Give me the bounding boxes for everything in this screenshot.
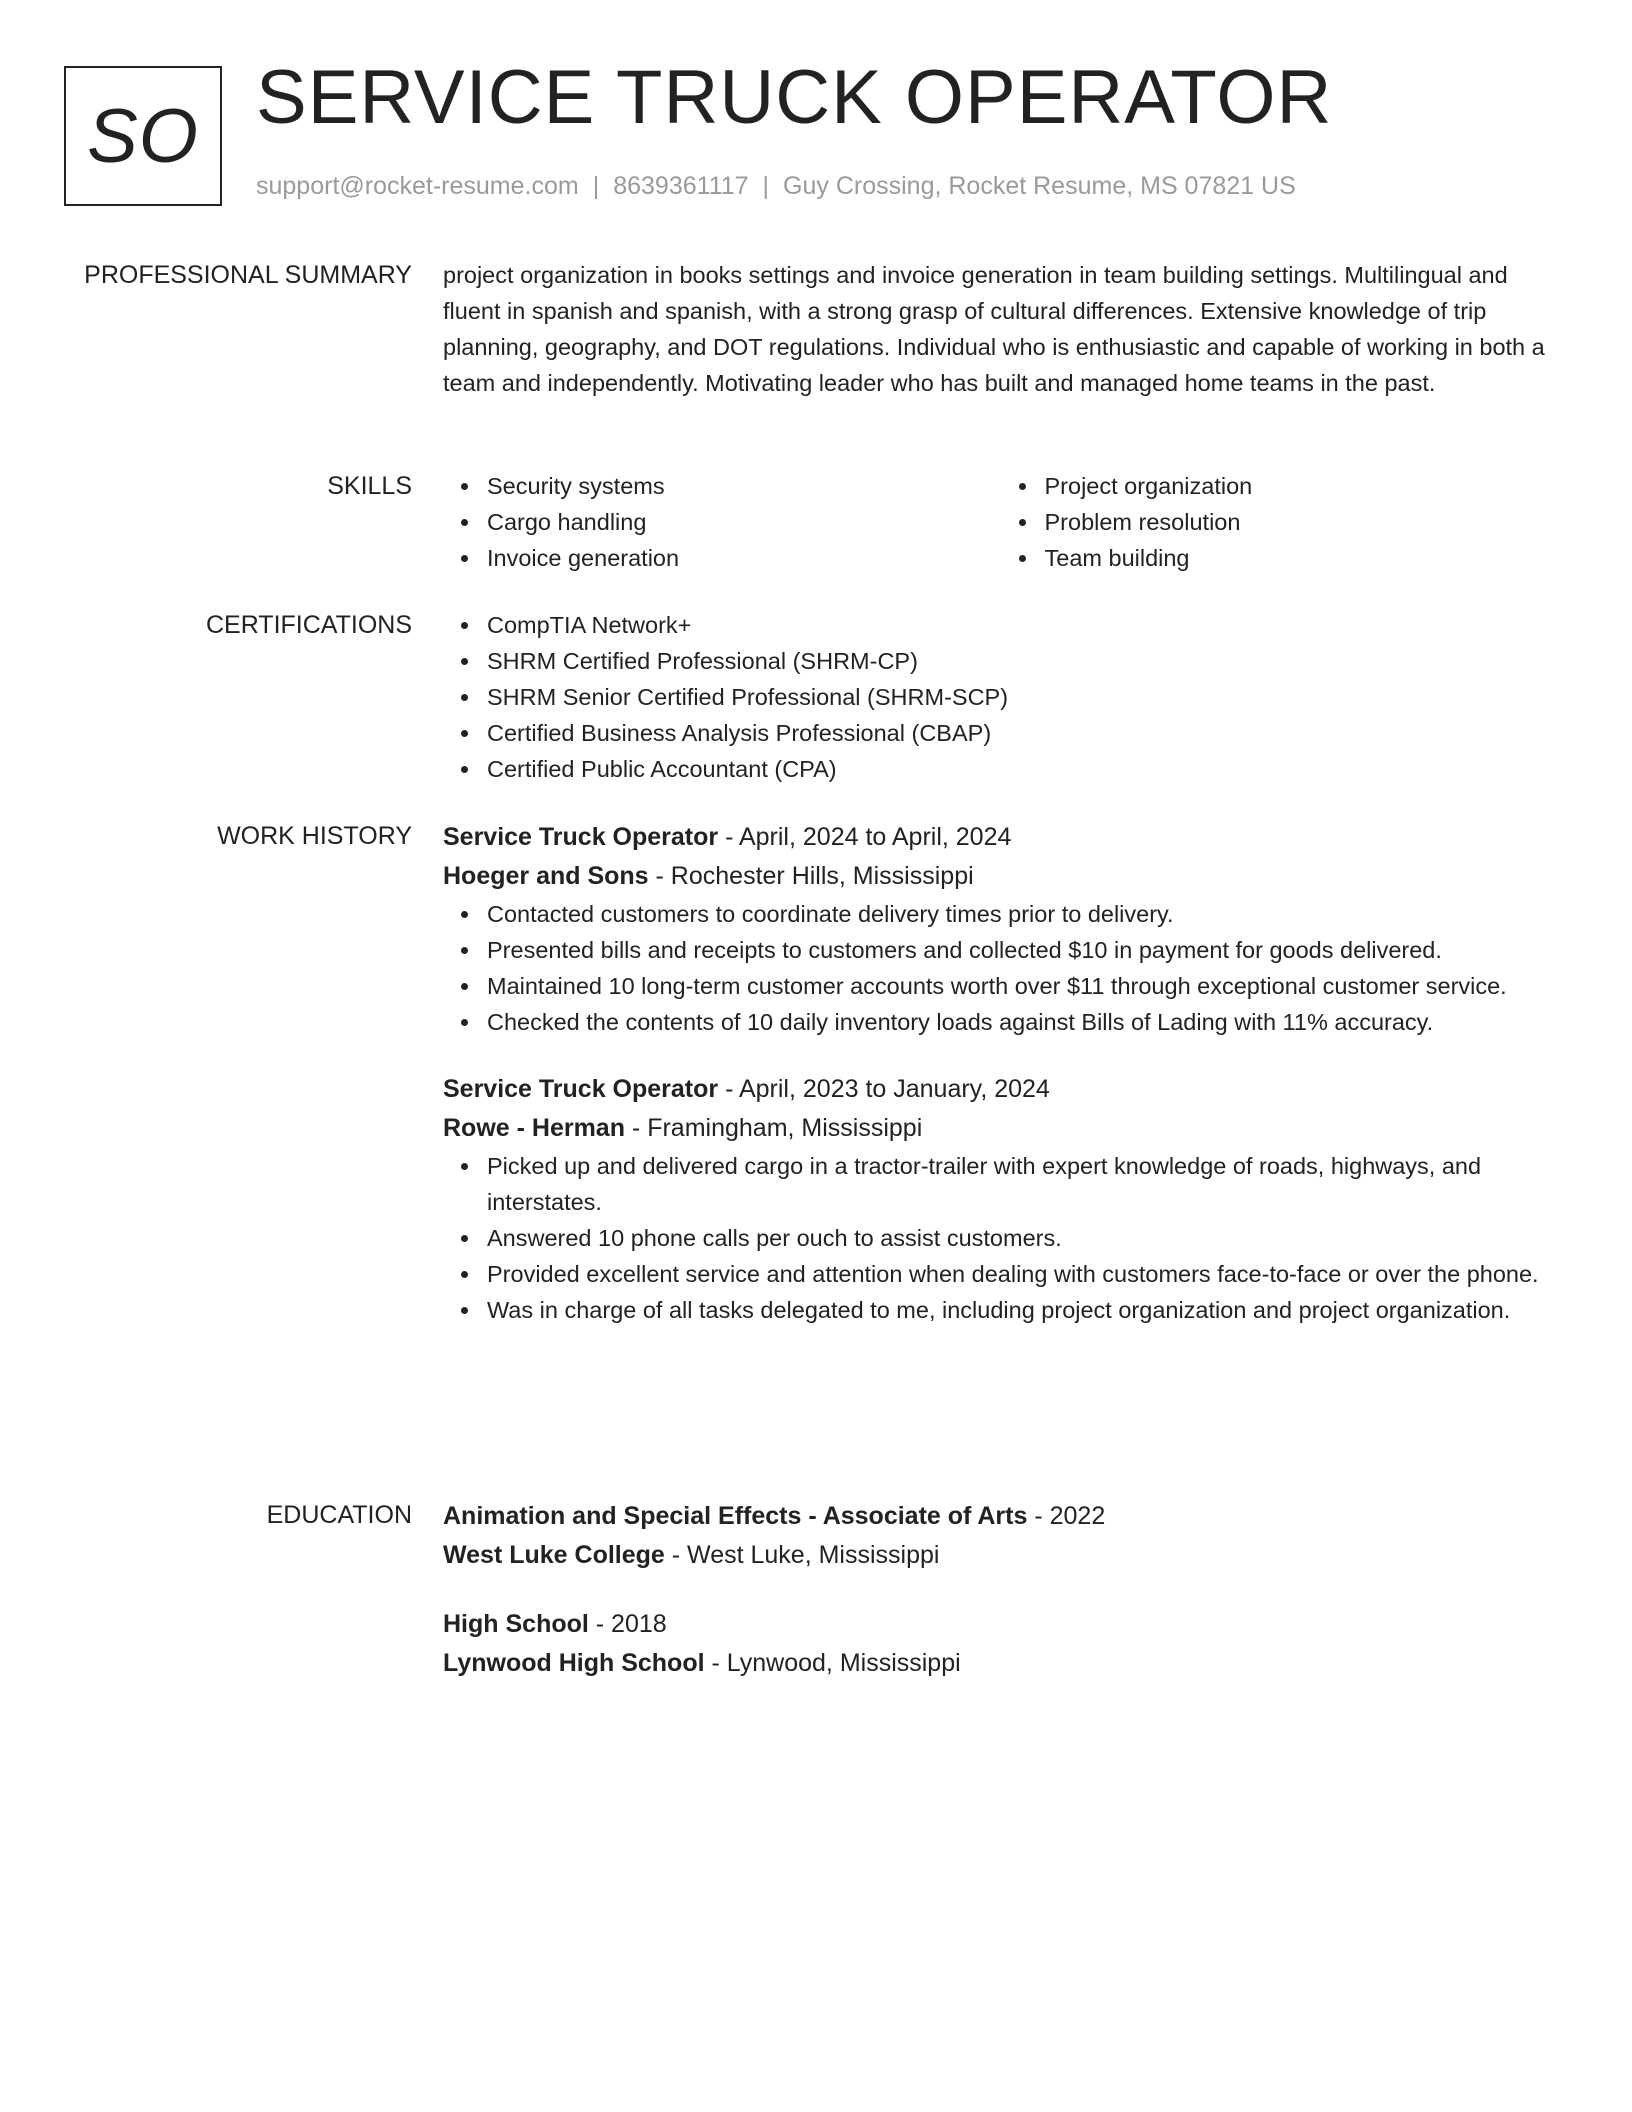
job-bullet: Maintained 10 long-term customer accounts worth over $11 through exceptional customer service. [487, 968, 1558, 1004]
contact-address: Guy Crossing, Rocket Resume, MS 07821 US [783, 172, 1296, 200]
contact-phone[interactable]: 8639361117 [613, 172, 749, 200]
education-degree: Animation and Special Effects - Associate of Arts [443, 1502, 1028, 1530]
education-location: - West Luke, Mississippi [664, 1541, 940, 1569]
job-bullet: Contacted customers to coordinate delivery times prior to delivery. [487, 896, 1558, 932]
education-entry [443, 1605, 1558, 1683]
job-company-line [443, 1109, 1558, 1148]
summary-text: project organization in books settings and invoice generation in team building settings. Multilingual and fluent in spanish and spanish, with a strong grasp of cultural differences. Extensive knowledge of trip planning, geography, and DOT regulations. Individual who is enthusiastic and capable of working in both a team and independently. Motivating leader who has built and managed home teams in the past. [443, 262, 1545, 396]
certification-item: SHRM Certified Professional (SHRM-CP) [487, 643, 1558, 679]
contact-separator: | [762, 172, 770, 200]
education-year: - 2022 [1027, 1502, 1106, 1530]
skills-grid [443, 468, 1558, 576]
skill-item: Team building [1045, 540, 1559, 576]
job-location: - Framingham, Mississippi [624, 1114, 923, 1142]
job-title: Service Truck Operator [443, 1075, 719, 1103]
contact-email[interactable]: support@rocket-resume.com [256, 172, 579, 200]
monogram-logo: SO [64, 66, 222, 206]
skill-item: Problem resolution [1045, 504, 1559, 540]
job-company: Rowe - Herman [443, 1114, 625, 1142]
job-dates: - April, 2023 to January, 2024 [718, 1075, 1050, 1103]
certification-item: CompTIA Network+ [487, 607, 1558, 643]
summary-heading: PROFESSIONAL SUMMARY [84, 261, 412, 289]
job-bullet: Picked up and delivered cargo in a tractor-trailer with expert knowledge of roads, highways, and interstates. [487, 1148, 1558, 1220]
job-title-line [443, 1070, 1558, 1109]
job-bullet: Presented bills and receipts to customers and collected $10 in payment for goods delivered. [487, 932, 1558, 968]
job-bullet: Was in charge of all tasks delegated to me, including project organization and project organization. [487, 1292, 1558, 1328]
job-company-line [443, 857, 1558, 896]
job-location: - Rochester Hills, Mississippi [648, 862, 974, 890]
certifications-heading: CERTIFICATIONS [205, 611, 412, 639]
page-title: SERVICE TRUCK OPERATOR [256, 55, 1333, 140]
work-history-content [443, 818, 1558, 1328]
job-company: Hoeger and Sons [443, 862, 649, 890]
job-bullet: Provided excellent service and attention when dealing with customers face-to-face or over the phone. [487, 1256, 1558, 1292]
job-title: Service Truck Operator [443, 823, 719, 851]
skills-heading: SKILLS [327, 472, 412, 500]
skill-item: Cargo handling [487, 504, 1001, 540]
education-heading: EDUCATION [266, 1501, 412, 1529]
certification-item: SHRM Senior Certified Professional (SHRM-SCP) [487, 679, 1558, 715]
education-location: - Lynwood, Mississippi [704, 1649, 961, 1677]
education-content [443, 1497, 1558, 1683]
contact-separator: | [592, 172, 600, 200]
certification-item: Certified Business Analysis Professional (CBAP) [487, 715, 1558, 751]
job-title-line [443, 818, 1558, 857]
education-degree-line [443, 1605, 1558, 1644]
job-entry [443, 818, 1558, 1040]
education-degree: High School [443, 1610, 589, 1638]
skills-column-2 [1001, 468, 1559, 576]
certifications-content [443, 607, 1558, 787]
education-degree-line [443, 1497, 1558, 1536]
job-bullets [443, 896, 1558, 1040]
job-bullet: Checked the contents of 10 daily inventory loads against Bills of Lading with 11% accuracy. [487, 1004, 1558, 1040]
skills-column-1 [443, 468, 1001, 576]
education-school: West Luke College [443, 1541, 665, 1569]
job-entry [443, 1070, 1558, 1328]
work-history-heading: WORK HISTORY [217, 822, 412, 850]
contact-line [256, 172, 1296, 201]
skill-item: Security systems [487, 468, 1001, 504]
certifications-list [443, 607, 1558, 787]
education-school-line [443, 1644, 1558, 1683]
job-bullet: Answered 10 phone calls per ouch to assist customers. [487, 1220, 1558, 1256]
skill-item: Project organization [1045, 468, 1559, 504]
education-year: - 2018 [588, 1610, 667, 1638]
certification-item: Certified Public Accountant (CPA) [487, 751, 1558, 787]
education-school-line [443, 1536, 1558, 1575]
education-school: Lynwood High School [443, 1649, 705, 1677]
job-dates: - April, 2024 to April, 2024 [718, 823, 1012, 851]
job-bullets [443, 1148, 1558, 1328]
skill-item: Invoice generation [487, 540, 1001, 576]
education-entry [443, 1497, 1558, 1575]
